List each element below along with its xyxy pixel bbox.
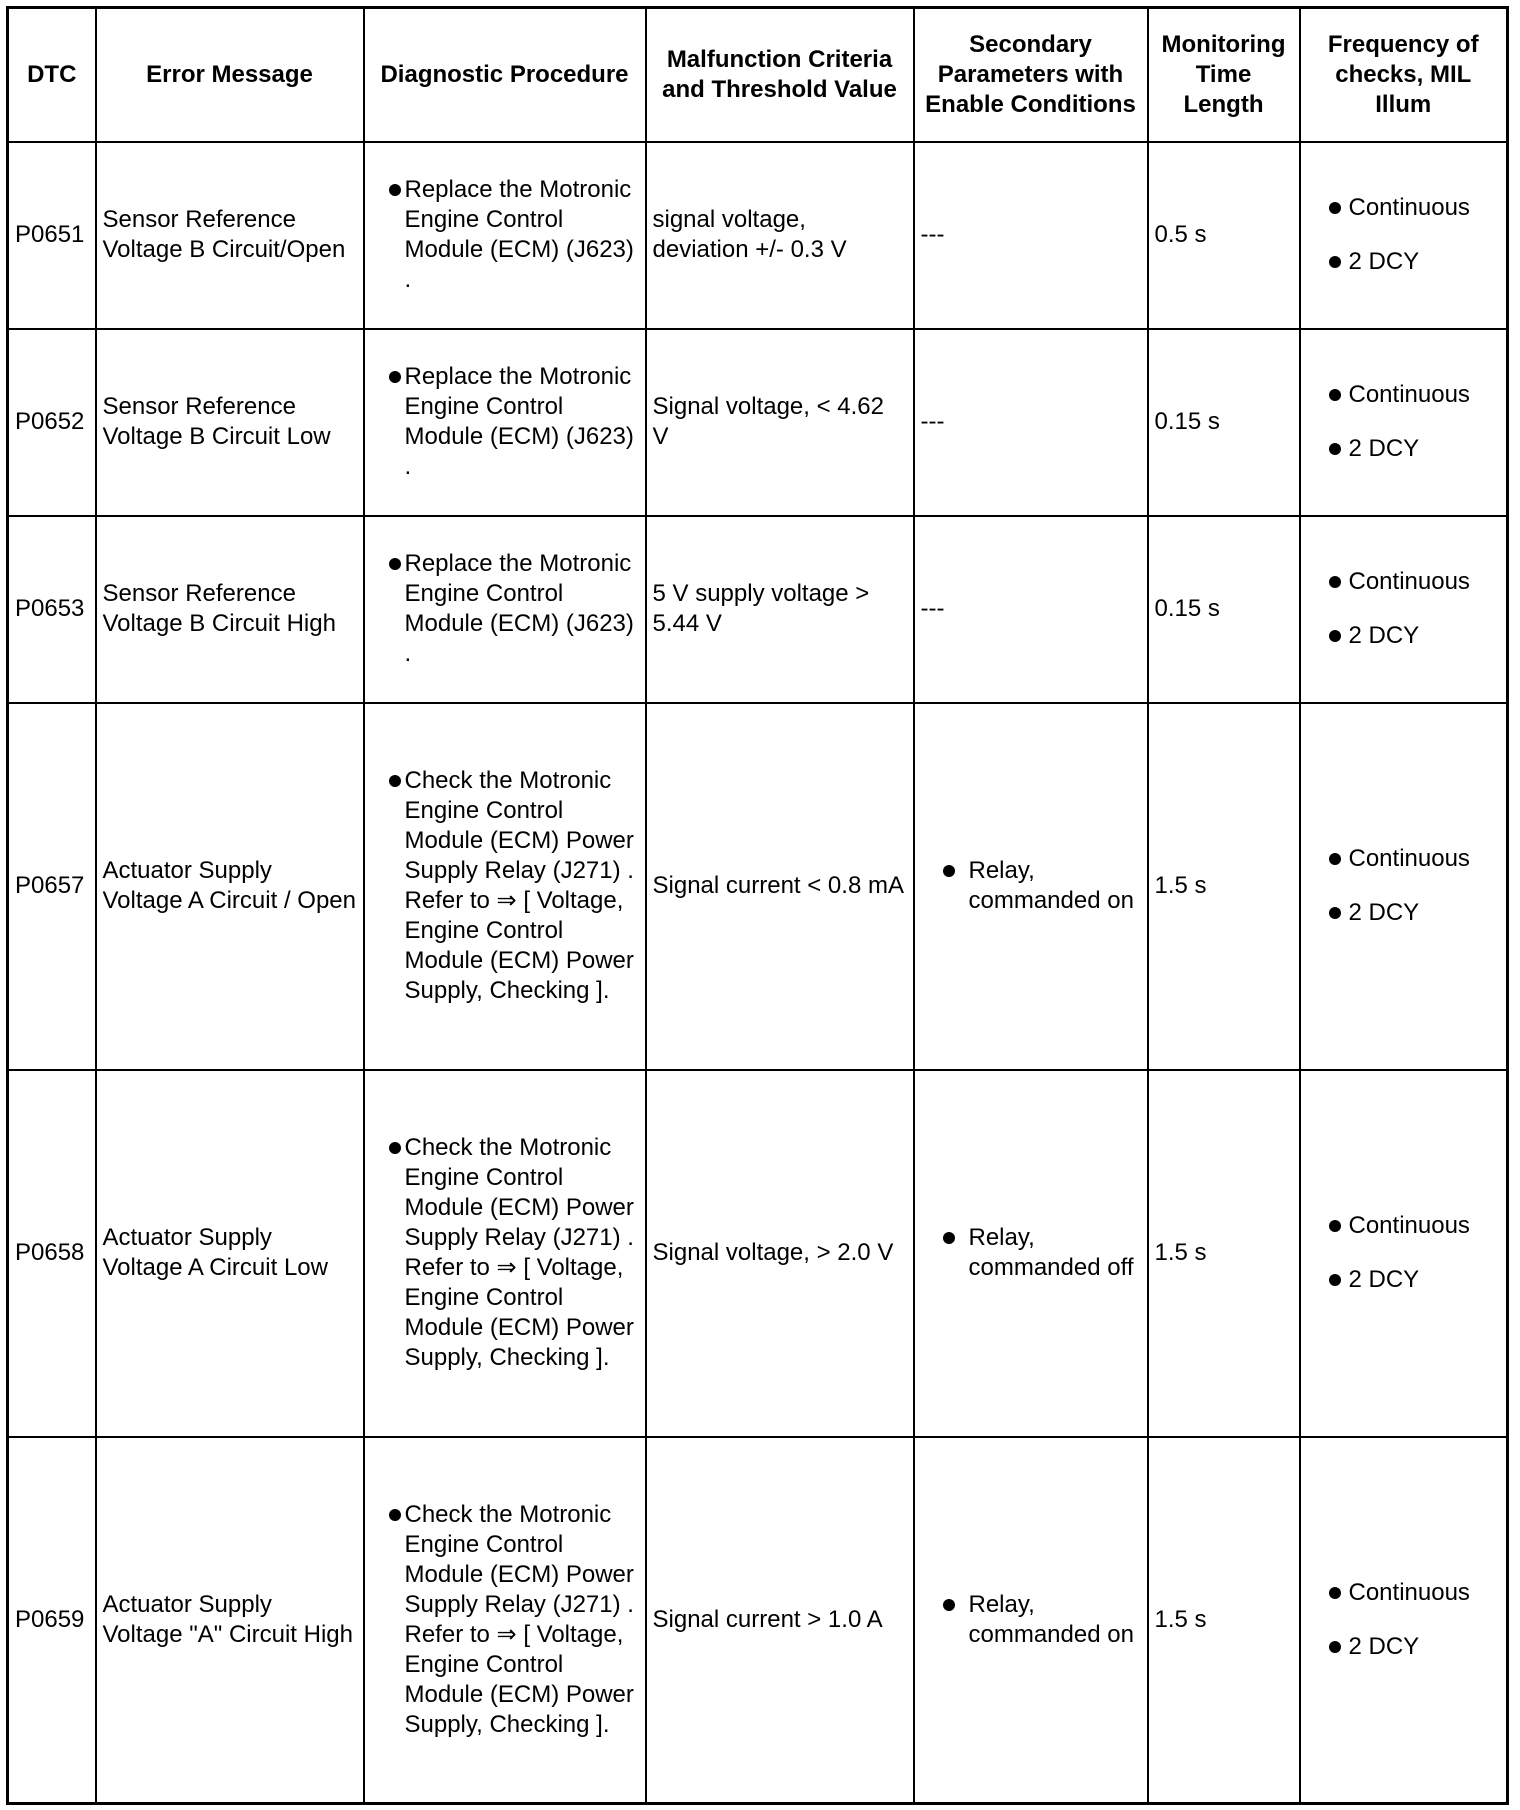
dtc-code: P0652 [8,329,96,516]
bullet-icon [1329,443,1341,455]
secondary-parameters [914,1070,1148,1437]
frequency-item: Continuous [1348,1578,1470,1606]
bullet-icon [389,184,401,196]
bullet-icon [1329,1641,1341,1653]
bullet-icon [1329,907,1341,919]
dtc-code: P0658 [8,1070,96,1437]
diagnostic-procedure [364,1437,646,1804]
bullet-icon [1329,576,1341,588]
monitoring-time: 1.5 s [1148,703,1300,1070]
frequency-item: 2 DCY [1348,435,1420,462]
error-message: Actuator Supply Voltage A Circuit / Open [96,703,364,1070]
table-row [8,703,1508,1070]
malfunction-criteria: Signal current > 1.0 A [646,1437,914,1804]
error-message: Sensor Reference Voltage B Circuit/Open [96,142,364,329]
frequency-item: Continuous [1348,845,1470,872]
procedure-text: Check the Motronic Engine Control Module (ECM) Power Supply Relay (J271) . Refer to ⇒ [ Voltage, Engine Control Module (ECM) Power Supply, Checking ]. [404,1500,634,1738]
error-message: Sensor Reference Voltage B Circuit Low [96,329,364,516]
header-row [8,8,1508,142]
frequency [1300,703,1508,1070]
header-dtc: DTC [8,8,96,142]
table-row [8,142,1508,329]
bullet-icon [943,1232,955,1244]
bullet-icon [1329,1587,1341,1599]
bullet-icon [389,371,401,383]
frequency [1300,142,1508,329]
procedure-text: Replace the Motronic Engine Control Module (ECM) (J623) . [404,550,634,667]
frequency [1300,1437,1508,1804]
dtc-code: P0657 [8,703,96,1070]
malfunction-criteria: Signal current < 0.8 mA [646,703,914,1070]
table-row [8,1070,1508,1437]
diagnostic-procedure [364,1070,646,1437]
malfunction-criteria: Signal voltage, > 2.0 V [646,1070,914,1437]
error-message: Sensor Reference Voltage B Circuit High [96,516,364,703]
frequency-item: 2 DCY [1348,899,1420,926]
error-message: Actuator Supply Voltage A Circuit Low [96,1070,364,1437]
frequency-item: 2 DCY [1348,622,1420,649]
frequency-item: 2 DCY [1348,248,1420,275]
header-frequency: Frequency of checks, MIL Illum [1300,8,1508,142]
secondary-parameters: --- [914,516,1148,703]
frequency-item: Continuous [1348,381,1470,408]
header-error-message: Error Message [96,8,364,142]
bullet-icon [1329,202,1341,214]
dtc-code: P0651 [8,142,96,329]
dtc-table [6,6,1509,1805]
secondary-text: Relay, commanded off [968,1224,1134,1281]
error-message: Actuator Supply Voltage "A" Circuit High [96,1437,364,1804]
monitoring-time: 0.15 s [1148,516,1300,703]
secondary-parameters: --- [914,142,1148,329]
dtc-code: P0653 [8,516,96,703]
header-diagnostic-procedure: Diagnostic Procedure [364,8,646,142]
secondary-parameters: --- [914,329,1148,516]
bullet-icon [389,558,401,570]
bullet-icon [389,775,401,787]
diagnostic-procedure [364,516,646,703]
monitoring-time: 0.15 s [1148,329,1300,516]
monitoring-time: 0.5 s [1148,142,1300,329]
frequency [1300,1070,1508,1437]
table-row [8,516,1508,703]
secondary-parameters [914,1437,1148,1804]
bullet-icon [1329,389,1341,401]
malfunction-criteria: 5 V supply voltage > 5.44 V [646,516,914,703]
header-malfunction-criteria: Malfunction Criteria and Threshold Value [646,8,914,142]
bullet-icon [943,865,955,877]
procedure-text: Replace the Motronic Engine Control Module (ECM) (J623) . [404,176,634,293]
secondary-parameters [914,703,1148,1070]
frequency-item: Continuous [1348,194,1470,221]
frequency-item: 2 DCY [1348,1266,1420,1293]
secondary-text: Relay, commanded on [968,1590,1134,1648]
diagnostic-procedure [364,142,646,329]
procedure-text: Check the Motronic Engine Control Module (ECM) Power Supply Relay (J271) . Refer to ⇒ [ Voltage, Engine Control Module (ECM) Power Supply, Checking ]. [404,1134,634,1371]
frequency [1300,329,1508,516]
malfunction-criteria: Signal voltage, < 4.62 V [646,329,914,516]
diagnostic-procedure [364,703,646,1070]
procedure-text: Check the Motronic Engine Control Module (ECM) Power Supply Relay (J271) . Refer to ⇒ [ Voltage, Engine Control Module (ECM) Power Supply, Checking ]. [404,767,634,1004]
frequency-item: 2 DCY [1348,1632,1420,1660]
table-row [8,329,1508,516]
frequency [1300,516,1508,703]
bullet-icon [1329,1274,1341,1286]
header-monitoring-time: Monitoring Time Length [1148,8,1300,142]
bullet-icon [389,1142,401,1154]
monitoring-time: 1.5 s [1148,1070,1300,1437]
bullet-icon [389,1509,401,1521]
frequency-item: Continuous [1348,1212,1470,1239]
header-secondary-parameters: Secondary Parameters with Enable Conditions [914,8,1148,142]
secondary-text: Relay, commanded on [968,857,1134,914]
monitoring-time: 1.5 s [1148,1437,1300,1804]
bullet-icon [943,1599,955,1611]
table-row [8,1437,1508,1804]
bullet-icon [1329,853,1341,865]
dtc-code: P0659 [8,1437,96,1804]
frequency-item: Continuous [1348,568,1470,595]
bullet-icon [1329,630,1341,642]
diagnostic-procedure [364,329,646,516]
bullet-icon [1329,256,1341,268]
malfunction-criteria: signal voltage, deviation +/- 0.3 V [646,142,914,329]
bullet-icon [1329,1220,1341,1232]
procedure-text: Replace the Motronic Engine Control Module (ECM) (J623) . [404,363,634,480]
